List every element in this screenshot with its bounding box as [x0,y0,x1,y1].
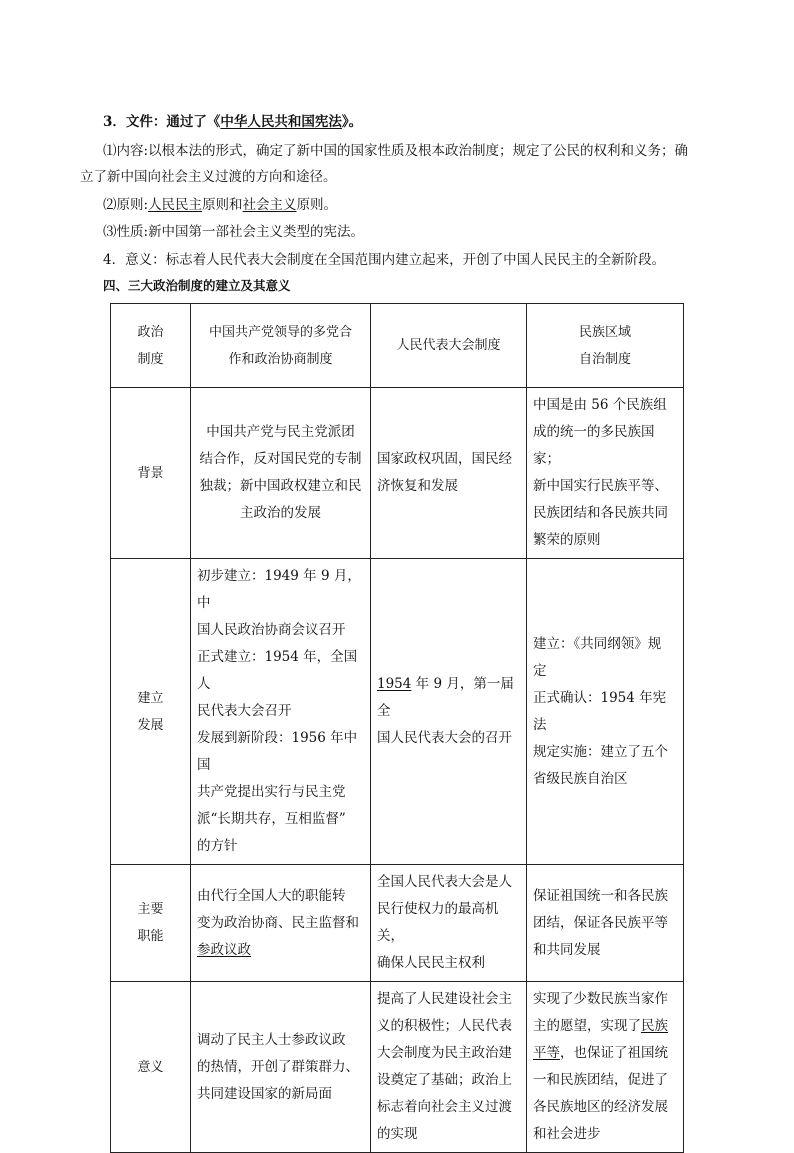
table-row-functions [111,865,684,982]
row-label-establishment: 建立 发展 [111,559,191,865]
ethnic-equality-part1: 民族 [641,1018,668,1034]
participation-in-governance: 参政议政 [197,941,251,958]
header-system: 政治 制度 [111,304,191,388]
section3-heading [103,112,362,132]
content-line-1 [103,141,688,161]
row-label-background: 背景 [111,388,191,559]
background-multiparty: 中国共产党与民主党派团 结合作，反对国民党的专制 独裁；新中国政权建立和民 主政治的发展 [191,388,371,559]
table-row-establishment [111,559,684,865]
table-row-background [111,388,684,559]
content-text-1: 以根本法的形式，确定了新中国的国家性质及根本政治制度；规定了公民的权利和义务；确 [148,143,689,159]
header-multiparty: 中国共产党领导的多党合 作和政治协商制度 [191,304,371,388]
nature-line [103,222,364,242]
principle-people-democracy: 人民民主 [148,197,203,213]
background-regional-autonomy: 中国是由 56 个民族组 成的统一的多民族国家； 新中国实行民族平等、 民族团结和各民族共同 繁荣的原则 [527,388,684,559]
section3-heading-prefix: 3．文件：通过了《 [103,114,221,130]
table-header-row [111,304,684,388]
header-regional-autonomy: 民族区域 自治制度 [527,304,684,388]
functions-multiparty: 由代行全国人大的职能转 变为政治协商、民主监督和 参政议政 [191,865,371,982]
principle-label: ⑵原则: [103,197,149,213]
section-title: 四、三大政治制度的建立及其意义 [103,278,291,293]
functions-npc: 全国人民代表大会是人 民行使权力的最高机关， 确保人民民主权利 [371,865,527,982]
establishment-multiparty: 初步建立：1949 年 9 月，中 国人民政治协商会议召开 正式建立：1954 年，全国人 民代表大会召开 发展到新阶段：1956 年中国 共产党提出实行与民主党 派“长期共存，互相监督” 的方针 [191,559,371,865]
significance-multiparty: 调动了民主人士参政议政 的热情，开创了群策群力、 共同建设国家的新局面 [191,982,371,1153]
nature-label: ⑶性质: [103,224,149,240]
political-systems-table [110,303,684,1153]
principle-line [103,195,337,215]
significance-regional-autonomy: 实现了少数民族当家作 主的愿望，实现了民族 平等，也保证了祖国统 一和民族团结，促进了 各民族地区的经济发展 和社会进步 [527,982,684,1153]
constitution-name: 中华人民共和国宪法 [220,114,342,130]
header-npc: 人民代表大会制度 [371,304,527,388]
ethnic-equality-part2: 平等 [533,1045,560,1061]
principle-end: 原则。 [296,197,338,213]
content-label: ⑴内容: [103,143,149,159]
nature-text: 新中国第一部社会主义类型的宪法。 [148,224,365,240]
content-line-2: 立了新中国向社会主义过渡的方向和途径。 [80,169,337,185]
background-npc: 国家政权巩固，国民经 济恢复和发展 [371,388,527,559]
row-label-functions: 主要 职能 [111,865,191,982]
establishment-npc: 1954 年 9 月，第一届全 国人民代表大会的召开 [371,559,527,865]
functions-regional-autonomy: 保证祖国统一和各民族 团结，保证各民族平等 和共同发展 [527,865,684,982]
principle-socialism: 社会主义 [242,197,297,213]
table-row-significance [111,982,684,1153]
row-label-significance: 意义 [111,982,191,1153]
year-1954: 1954 [377,676,412,692]
significance-npc: 提高了人民建设社会主 义的积极性；人民代表 大会制度为民主政治建 设奠定了基础；政治上 标志着向社会主义过渡 的实现 [371,982,527,1153]
section4-significance: 4．意义：标志着人民代表大会制度在全国范围内建立起来，开创了中国人民民主的全新阶段。 [103,252,666,268]
establishment-regional-autonomy: 建立：《共同纲领》规 定 正式确认：1954 年宪法 规定实施：建立了五个 省级民族自治区 [527,559,684,865]
section3-heading-suffix: 》。 [341,114,363,130]
principle-connector: 原则和 [202,197,243,213]
